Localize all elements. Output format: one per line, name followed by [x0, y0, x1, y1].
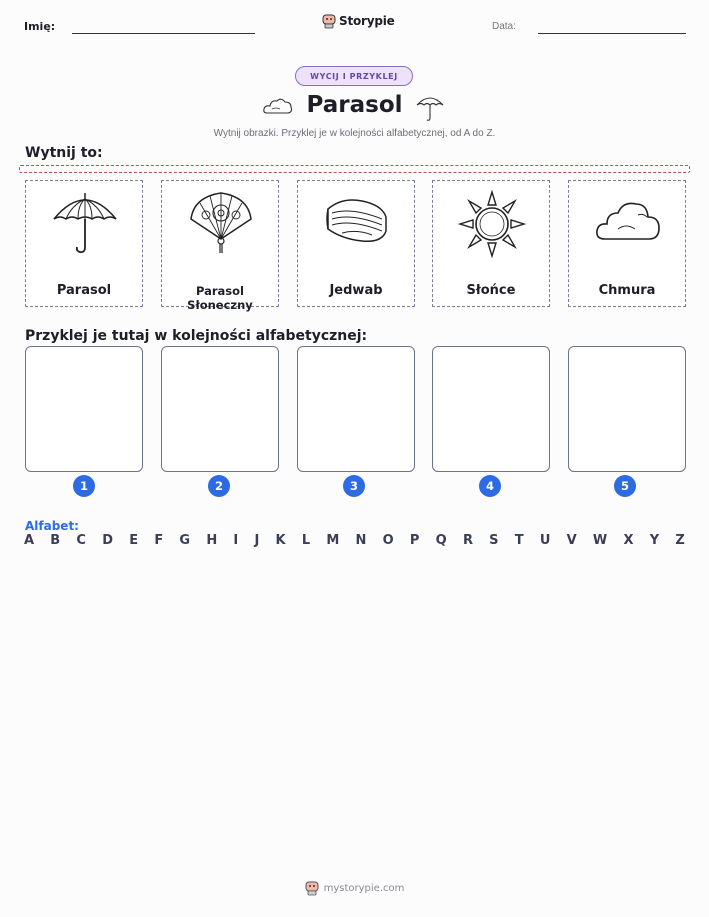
date-line[interactable] — [538, 33, 686, 34]
alphabet-letter: K — [275, 533, 286, 548]
alphabet-letter: S — [489, 533, 499, 548]
alphabet-letter: O — [382, 533, 394, 548]
alphabet-letter: P — [409, 533, 420, 548]
alphabet-letter: L — [301, 533, 311, 548]
name-label: Imię: — [24, 20, 56, 33]
alphabet-letter: J — [254, 533, 260, 548]
alphabet-letter: F — [154, 533, 164, 548]
alphabet-letter: H — [206, 533, 218, 548]
name-line[interactable] — [72, 33, 255, 34]
umbrella-decoration-icon — [414, 91, 446, 123]
alphabet-letter: T — [514, 533, 524, 548]
alphabet-letter: G — [179, 533, 191, 548]
umbrella-icon — [50, 189, 120, 259]
alphabet-letter: R — [462, 533, 473, 548]
folded-silk-icon — [322, 189, 392, 259]
slot-number: 2 — [208, 475, 230, 497]
cut-card-slonce[interactable] — [432, 180, 550, 307]
alphabet-label: Alfabet: — [25, 519, 79, 533]
footer-site[interactable]: mystorypie.com — [323, 882, 405, 894]
paste-section-label: Przyklej je tutaj w kolejności alfabetycznej: — [25, 328, 368, 344]
slot-number: 1 — [73, 475, 95, 497]
alphabet-letter: M — [326, 533, 340, 548]
alphabet-letter: E — [129, 533, 139, 548]
cut-card-chmura[interactable] — [568, 180, 686, 307]
sun-icon — [457, 189, 527, 259]
alphabet-letter: Q — [435, 533, 447, 548]
footer — [0, 880, 709, 896]
hand-fan-icon — [186, 189, 256, 259]
alphabet-letter: V — [566, 533, 577, 548]
alphabet-row — [24, 533, 685, 548]
alphabet-letter: B — [50, 533, 61, 548]
cut-card-parasol-sloneczny[interactable] — [161, 180, 279, 312]
card-label: Parasol Słoneczny — [187, 284, 253, 312]
paste-slot-5[interactable] — [568, 346, 686, 472]
brand-name: Storypie — [339, 14, 395, 28]
activity-badge: WYCIJ I PRZYKLEJ — [295, 66, 413, 86]
alphabet-letter: X — [623, 533, 634, 548]
paste-slot-4[interactable] — [432, 346, 550, 472]
cut-line — [19, 165, 690, 173]
alphabet-letter: D — [102, 533, 113, 548]
alphabet-letter: N — [355, 533, 367, 548]
pie-mascot-icon — [322, 13, 336, 29]
alphabet-letter: U — [539, 533, 551, 548]
paste-slot-3[interactable] — [297, 346, 415, 472]
instructions: Wytnij obrazki. Przyklej je w kolejności alfabetycznej, od A do Z. — [213, 128, 496, 139]
slot-number: 5 — [614, 475, 636, 497]
alphabet-letter: I — [233, 533, 239, 548]
slot-number: 3 — [343, 475, 365, 497]
card-label: Jedwab — [329, 283, 383, 298]
card-label: Słońce — [466, 283, 516, 298]
paste-slot-1[interactable] — [25, 346, 143, 472]
alphabet-letter: C — [76, 533, 86, 548]
cut-section-label: Wytnij to: — [25, 145, 103, 161]
brand-logo — [322, 13, 395, 29]
card-label: Chmura — [598, 283, 656, 298]
page-title: Parasol — [306, 92, 403, 118]
cut-card-jedwab[interactable] — [297, 180, 415, 307]
card-label: Parasol — [56, 283, 112, 298]
alphabet-letter: Y — [649, 533, 660, 548]
cut-card-parasol[interactable] — [25, 180, 143, 307]
paste-slot-2[interactable] — [161, 346, 279, 472]
alphabet-letter: W — [592, 533, 608, 548]
alphabet-letter: Z — [675, 533, 685, 548]
slot-number: 4 — [479, 475, 501, 497]
alphabet-letter: A — [24, 533, 35, 548]
cloud-icon — [593, 189, 663, 259]
pie-mascot-icon — [305, 880, 319, 896]
date-label: Data: — [492, 21, 516, 32]
